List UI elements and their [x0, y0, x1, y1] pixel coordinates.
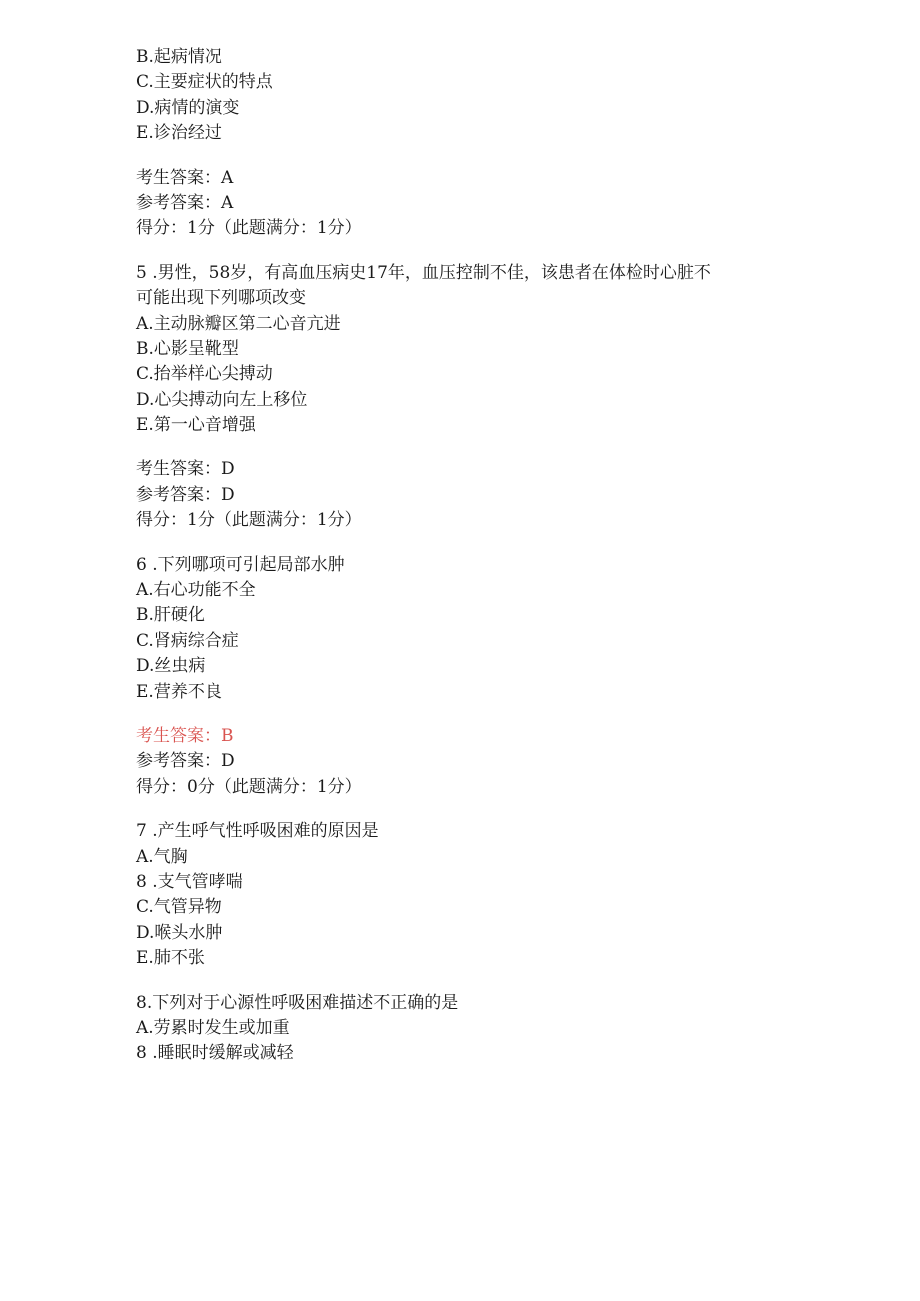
q5-question-line2: 可能出现下列哪项改变	[136, 288, 306, 309]
q7-option-e: E.肺不张	[136, 948, 205, 969]
q6-option-a: A.右心功能不全	[136, 580, 256, 601]
q7-option-c: C.气管异物	[136, 897, 222, 918]
q6-student-answer-incorrect: 考生答案：B	[136, 725, 234, 746]
q5-option-d: D.心尖搏动向左上移位	[136, 389, 308, 410]
q5-question-line1: 5 .男性，58岁，有高血压病史17年，血压控制不佳，该患者在体检时心脏不	[136, 262, 711, 283]
q6-score: 得分：0分（此题满分：1分）	[136, 776, 362, 797]
q4-score: 得分：1分（此题满分：1分）	[136, 218, 362, 239]
question-8-block	[136, 991, 796, 1067]
q6-reference-answer: 参考答案：D	[136, 751, 235, 772]
q5-option-c: C.抬举样心尖搏动	[136, 364, 273, 385]
q7-option-d: D.喉头水肿	[136, 922, 223, 943]
exam-page	[136, 45, 796, 1067]
q5-option-e: E.第一心音增强	[136, 415, 256, 436]
q5-student-answer: 考生答案：D	[136, 459, 235, 480]
q6-option-d: D.丝虫病	[136, 656, 206, 677]
question-5-block	[136, 261, 796, 534]
question-4-block	[136, 45, 796, 242]
q6-option-e: E.营养不良	[136, 681, 222, 702]
q5-score: 得分：1分（此题满分：1分）	[136, 510, 362, 531]
q7-question: 7 .产生呼气性呼吸困难的原因是	[136, 821, 379, 842]
q5-option-b: B.心影呈靴型	[136, 338, 239, 359]
q6-option-b: B.肝硬化	[136, 605, 205, 626]
q4-student-answer: 考生答案：A	[136, 167, 234, 188]
q4-option-b: B.起病情况	[136, 47, 222, 67]
q4-reference-answer: 参考答案：A	[136, 192, 234, 213]
q8-option-b: 8 .睡眠时缓解或减轻	[136, 1043, 294, 1064]
q7-option-b: 8 .支气管哮喘	[136, 871, 243, 892]
question-6-block	[136, 553, 796, 801]
q5-option-a: A.主动脉瓣区第二心音亢进	[136, 313, 341, 334]
q4-option-d: D.病情的演变	[136, 97, 240, 118]
q4-option-c: C.主要症状的特点	[136, 72, 273, 93]
q7-option-a: A.气胸	[136, 846, 188, 867]
q8-question: 8.下列对于心源性呼吸困难描述不正确的是	[136, 992, 459, 1013]
q6-option-c: C.肾病综合症	[136, 630, 239, 651]
q5-reference-answer: 参考答案：D	[136, 484, 235, 505]
q8-option-a: A.劳累时发生或加重	[136, 1017, 290, 1038]
q6-question: 6 .下列哪项可引起局部水肿	[136, 554, 345, 575]
question-7-block	[136, 819, 796, 971]
q4-option-e: E.诊治经过	[136, 123, 222, 144]
